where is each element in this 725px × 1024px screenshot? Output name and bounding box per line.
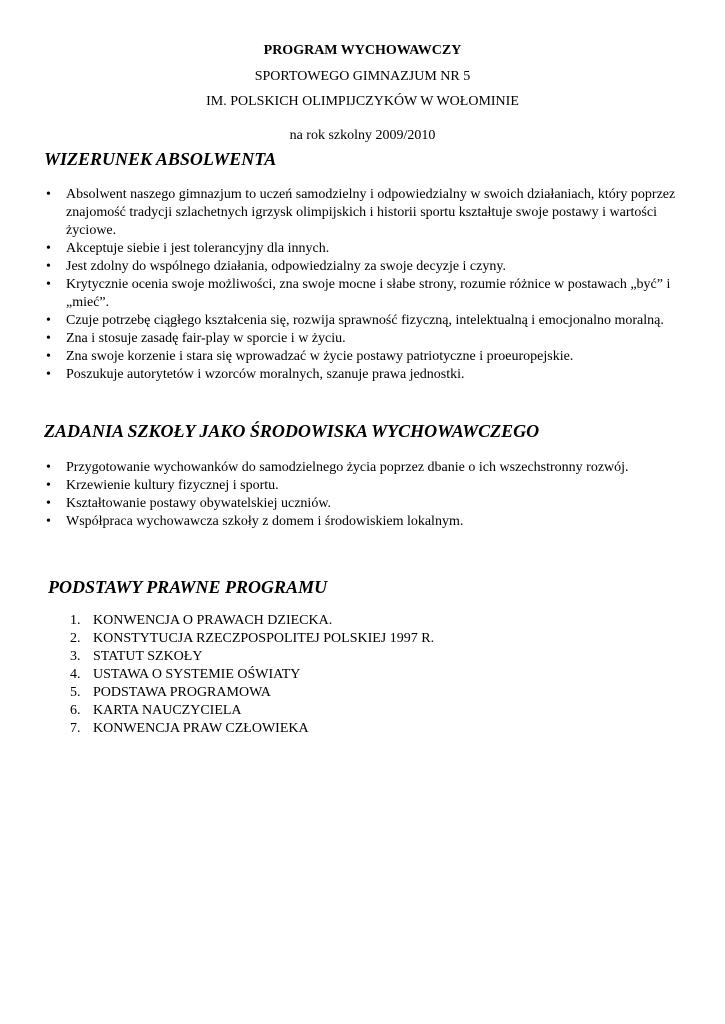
- school-tasks-list: [44, 459, 684, 531]
- list-text: PODSTAWA PROGRAMOWA: [93, 685, 271, 700]
- list-item: • Czuje potrzebę ciągłego kształcenia się, rozwija sprawność fizyczną, intelektualną i emocjonalno moralną.: [44, 312, 684, 330]
- section-title-legal-basis: PODSTAWY PRAWNE PROGRAMU: [48, 577, 328, 597]
- list-item: • Przygotowanie wychowanków do samodzielnego życia poprzez dbanie o ich wszechstronny rozwój.: [44, 459, 684, 477]
- list-number: 2.: [70, 631, 81, 646]
- list-item: [70, 648, 434, 666]
- list-item: [70, 720, 434, 738]
- list-item: • Poszukuje autorytetów i wzorców moralnych, szanuje prawa jednostki.: [44, 366, 684, 384]
- legal-basis-list: [70, 612, 434, 738]
- list-text: KARTA NAUCZYCIELA: [93, 703, 242, 718]
- list-item: [70, 684, 434, 702]
- list-text: KONWENCJA PRAW CZŁOWIEKA: [93, 721, 309, 736]
- list-number: 3.: [70, 649, 81, 664]
- list-text: KONSTYTUCJA RZECZPOSPOLITEJ POLSKIEJ 1997 R.: [93, 631, 435, 646]
- list-number: 1.: [70, 613, 81, 628]
- list-number: 6.: [70, 703, 81, 718]
- section-title-graduate-profile: WIZERUNEK ABSOLWENTA: [44, 149, 277, 169]
- list-text: USTAWA O SYSTEMIE OŚWIATY: [93, 667, 301, 682]
- list-item: [70, 702, 434, 720]
- list-text: STATUT SZKOŁY: [93, 649, 203, 664]
- list-item: • Kształtowanie postawy obywatelskiej uczniów.: [44, 495, 684, 513]
- list-item: • Krzewienie kultury fizycznej i sportu.: [44, 477, 684, 495]
- list-item: [70, 612, 434, 630]
- list-item: • Jest zdolny do wspólnego działania, odpowiedzialny za swoje decyzje i czyny.: [44, 258, 684, 276]
- list-item: • Krytycznie ocenia swoje możliwości, zna swoje mocne i słabe strony, rozumie różnice w postawach „być” i „mieć”.: [44, 276, 684, 312]
- list-item: • Współpraca wychowawcza szkoły z domem i środowiskiem lokalnym.: [44, 513, 684, 531]
- list-item: [70, 666, 434, 684]
- list-number: 7.: [70, 721, 81, 736]
- school-year: na rok szkolny 2009/2010: [289, 128, 436, 143]
- graduate-profile-list: [44, 186, 684, 384]
- list-number: 4.: [70, 667, 81, 682]
- list-item: • Absolwent naszego gimnazjum to uczeń samodzielny i odpowiedzialny w swoich działaniach, który poprzez znajomość tradycji szlachetnych igrzysk olimpijskich i historii sportu kształtuje swoje postawy i wartości życiowe.: [44, 186, 684, 240]
- list-item: • Zna swoje korzenie i stara się wprowadzać w życie postawy patriotyczne i proeuropejskie.: [44, 348, 684, 366]
- program-title: PROGRAM WYCHOWAWCZY: [263, 43, 462, 58]
- list-item: • Akceptuje siebie i jest tolerancyjny dla innych.: [44, 240, 684, 258]
- list-text: KONWENCJA O PRAWACH DZIECKA.: [93, 613, 333, 628]
- school-patron: IM. POLSKICH OLIMPIJCZYKÓW W WOŁOMINIE: [206, 94, 519, 109]
- list-item: • Zna i stosuje zasadę fair-play w sporcie i w życiu.: [44, 330, 684, 348]
- list-number: 5.: [70, 685, 81, 700]
- section-title-school-tasks: ZADANIA SZKOŁY JAKO ŚRODOWISKA WYCHOWAWCZEGO: [44, 421, 540, 441]
- school-name: SPORTOWEGO GIMNAZJUM NR 5: [254, 69, 471, 84]
- list-item: [70, 630, 434, 648]
